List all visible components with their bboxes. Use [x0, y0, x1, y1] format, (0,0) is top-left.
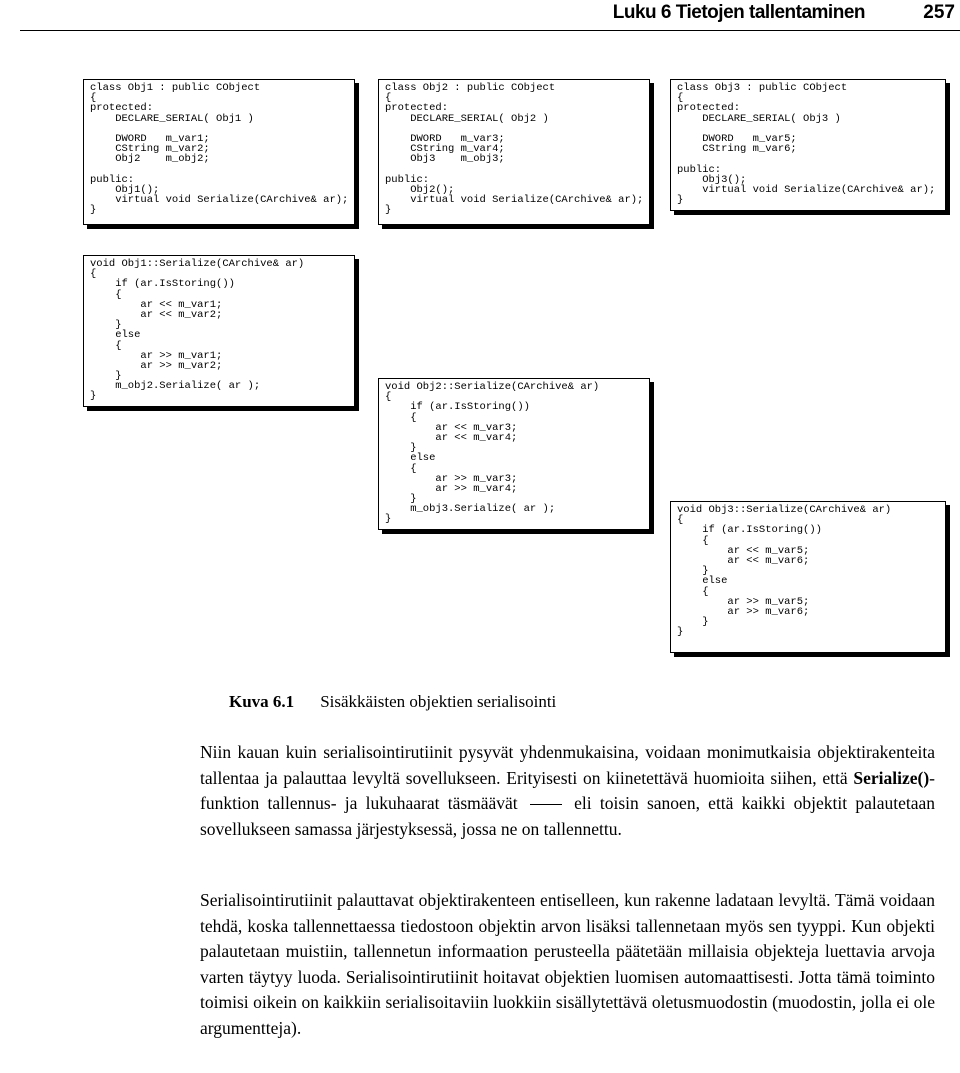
code-line: }	[90, 204, 97, 217]
code-line	[677, 154, 939, 164]
code-line: ar << m_var4;	[385, 431, 518, 444]
class-obj3-code	[670, 79, 946, 211]
code-line: ar >> m_var3;	[385, 472, 518, 485]
code-line: {	[677, 534, 709, 547]
code-line: ar >> m_var2;	[90, 359, 223, 372]
code-line: Obj1();	[90, 183, 160, 196]
code-line: Obj2();	[385, 183, 455, 196]
code-line: virtual void Serialize(CArchive& ar);	[385, 194, 644, 207]
code-line: if (ar.IsStoring())	[677, 524, 822, 537]
code-line: }	[677, 616, 709, 629]
code-line: if (ar.IsStoring())	[385, 401, 530, 414]
code-line: virtual void Serialize(CArchive& ar);	[677, 183, 936, 196]
code-line: m_obj3.Serialize( ar );	[385, 503, 556, 516]
code-line: public:	[90, 173, 135, 186]
code-line: protected:	[677, 102, 741, 115]
code-line: DWORD m_var3;	[385, 132, 505, 145]
code-line: {	[90, 288, 122, 301]
code-line: m_obj2.Serialize( ar );	[90, 380, 261, 393]
code-line: else	[90, 329, 141, 342]
code-line: CString m_var2;	[90, 143, 210, 156]
code-line: ar << m_var6;	[677, 554, 810, 567]
code-line: ar >> m_var5;	[677, 595, 810, 608]
code-line: if (ar.IsStoring())	[90, 278, 235, 291]
serialize-term: Serialize()	[853, 767, 930, 788]
figure-caption	[229, 692, 556, 712]
paragraph-2: Serialisointirutiinit palauttavat objektirakenteen entiselleen, kun rakenne ladataan levyltä. Tämä voidaan tehdä, koska tallennettaessa tiedostoon objektin arvon lisäksi tallennetaan myös sen tyyppi. Kun objekti palautetaan muistiin, tallennetun informaation perusteella päätetään millaisia objekteja luettavia arvoja varten täytyy luoda. Serialisointirutiinit hoitavat objektien luomisen automaattisesti. Jotta tämä toiminto toimisi oikein on kaikkiin serialisoitaviin luokkiin sisällytettävä oletusmuodostin (muodostin, jolla ei ole argumentteja).	[200, 890, 935, 1038]
code-line: DWORD m_var1;	[90, 132, 210, 145]
code-line: {	[90, 92, 97, 105]
serialize-obj3-code	[670, 501, 946, 653]
code-line: protected:	[90, 102, 154, 115]
em-dash	[530, 804, 562, 805]
paragraph-1-part3: eli toisin sanoen, että kaikki objektit palautetaan sovellukseen samassa järjestyksessä, jossa ne on tallennettu.	[200, 793, 936, 839]
caption-label: Kuva 6.1	[229, 692, 295, 711]
serialize-obj1-code	[83, 255, 355, 407]
page-header	[0, 0, 960, 30]
code-line: virtual void Serialize(CArchive& ar);	[90, 194, 349, 207]
code-line: }	[677, 565, 709, 578]
code-line: Obj2 m_obj2;	[90, 153, 210, 166]
code-line: {	[385, 411, 417, 424]
paragraph-1-part1: Niin kauan kuin serialisointirutiinit pysyvät yhdenmukaisina, voidaan monimutkaisia objektirakenteita tallentaa ja palauttaa levyltä sovellukseen. Erityisesti on kiinetettävä huomioita siihen, että	[200, 742, 935, 788]
code-line: else	[385, 452, 436, 465]
code-line: Obj3();	[677, 173, 747, 186]
code-line: {	[677, 585, 709, 598]
code-line: {	[677, 92, 684, 105]
code-line: {	[677, 514, 684, 527]
code-line: public:	[385, 173, 430, 186]
code-line: ar << m_var3;	[385, 421, 518, 434]
code-line: {	[385, 462, 417, 475]
class-obj2-code	[378, 79, 650, 225]
code-line: }	[677, 194, 684, 207]
code-line: }	[385, 204, 392, 217]
code-line: DECLARE_SERIAL( Obj1 )	[90, 112, 254, 125]
page-number: 257	[923, 2, 955, 23]
code-line: }	[90, 370, 122, 383]
code-line: CString m_var4;	[385, 143, 505, 156]
code-line: ar >> m_var1;	[90, 349, 223, 362]
code-line: DECLARE_SERIAL( Obj3 )	[677, 112, 841, 125]
code-line: }	[385, 442, 417, 455]
code-line: ar >> m_var6;	[677, 605, 810, 618]
code-line: ar << m_var5;	[677, 544, 810, 557]
code-line: {	[385, 391, 392, 404]
code-line: DECLARE_SERIAL( Obj2 )	[385, 112, 549, 125]
code-line: DWORD m_var5;	[677, 132, 797, 145]
code-line: class Obj1 : public CObject	[90, 82, 261, 94]
code-line: {	[90, 268, 97, 281]
code-line: public:	[677, 163, 722, 176]
code-line: void Obj2::Serialize(CArchive& ar)	[385, 381, 600, 393]
paragraph-1	[200, 740, 935, 842]
code-line: }	[677, 626, 684, 639]
serialize-obj2-code	[378, 378, 650, 530]
chapter-title: Luku 6 Tietojen tallentaminen	[612, 2, 865, 23]
code-line: void Obj1::Serialize(CArchive& ar)	[90, 258, 305, 270]
paragraph-1-part2: -funktion tallennus- ja lukuhaarat täsmäävät	[200, 767, 935, 813]
code-line: {	[90, 339, 122, 352]
code-line: class Obj3 : public CObject	[677, 82, 848, 94]
header-rule	[20, 30, 960, 31]
code-line: else	[677, 575, 728, 588]
code-line: Obj3 m_obj3;	[385, 153, 505, 166]
code-line: }	[90, 390, 97, 403]
code-line: void Obj3::Serialize(CArchive& ar)	[677, 504, 892, 516]
code-line: class Obj2 : public CObject	[385, 82, 556, 94]
code-line: }	[90, 319, 122, 332]
code-line: protected:	[385, 102, 449, 115]
code-line: {	[385, 92, 392, 105]
code-line: }	[385, 513, 392, 526]
class-obj1-code	[83, 79, 355, 225]
code-line: CString m_var6;	[677, 143, 797, 156]
code-line: }	[385, 493, 417, 506]
code-line: ar << m_var1;	[90, 298, 223, 311]
code-line: ar >> m_var4;	[385, 482, 518, 495]
caption-text: Sisäkkäisten objektien serialisointi	[320, 692, 557, 711]
code-line: ar << m_var2;	[90, 308, 223, 321]
